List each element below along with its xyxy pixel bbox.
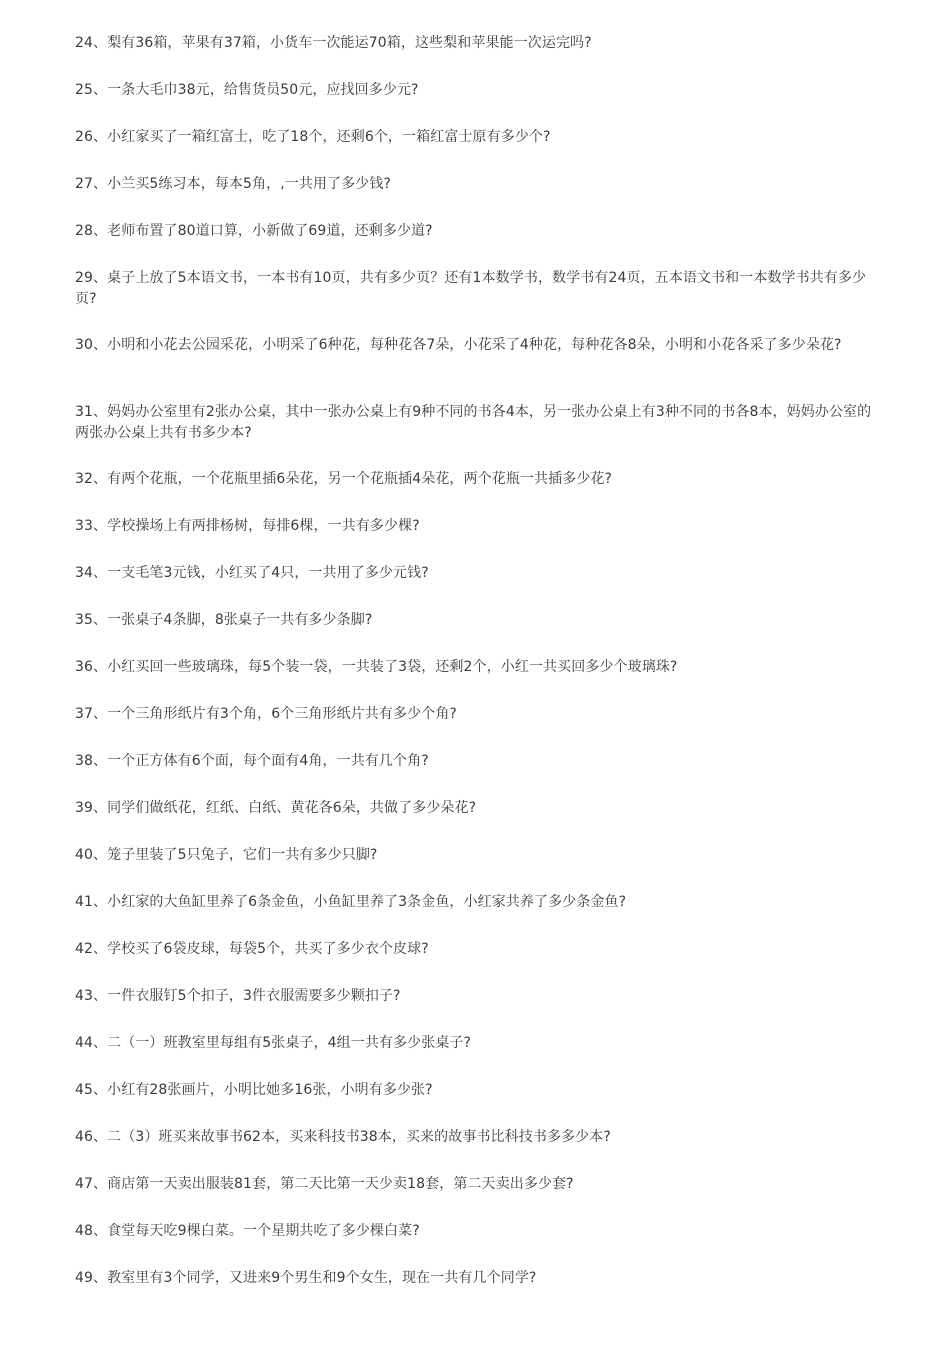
- problem-45: 45、小红有28张画片，小明比她多16张，小明有多少张?: [75, 1082, 433, 1098]
- problem-33: 33、学校操场上有两排杨树，每排6棵，一共有多少棵?: [75, 518, 420, 534]
- problem-40: 40、笼子里装了5只兔子，它们一共有多少只脚?: [75, 847, 378, 863]
- problem-24: 24、梨有36箱，苹果有37箱，小货车一次能运70箱，这些梨和苹果能一次运完吗?: [75, 35, 592, 51]
- problem-30: 30、小明和小花去公园采花，小明采了6种花，每种花各7朵，小花采了4种花，每种花各8朵，小明和小花各采了多少朵花?: [75, 337, 842, 353]
- problem-37: 37、一个三角形纸片有3个角，6个三角形纸片共有多少个角?: [75, 706, 457, 722]
- problem-49: 49、教室里有3个同学，又进来9个男生和9个女生，现在一共有几个同学?: [75, 1270, 537, 1286]
- problem-26: 26、小红家买了一箱红富士，吃了18个，还剩6个，一箱红富士原有多少个?: [75, 129, 551, 145]
- problem-43: 43、一件衣服钉5个扣子，3件衣服需要多少颗扣子?: [75, 988, 401, 1004]
- problem-38: 38、一个正方体有6个面，每个面有4角，一共有几个角?: [75, 753, 429, 769]
- problem-44: 44、二（一）班教室里每组有5张桌子，4组一共有多少张桌子?: [75, 1035, 472, 1051]
- problem-28: 28、老师布置了80道口算，小新做了69道，还剩多少道?: [75, 223, 433, 239]
- problem-42: 42、学校买了6袋皮球，每袋5个，共买了多少衣个皮球?: [75, 941, 429, 957]
- problem-36: 36、小红买回一些玻璃珠，每5个装一袋，一共装了3袋，还剩2个，小红一共买回多少个玻璃珠?: [75, 659, 678, 675]
- problem-39: 39、同学们做纸花，红纸、白纸、黄花各6朵，共做了多少朵花?: [75, 800, 477, 816]
- problem-35: 35、一张桌子4条脚，8张桌子一共有多少条脚?: [75, 612, 373, 628]
- problem-27: 27、小兰买5练习本，每本5角，,一共用了多少钱?: [75, 176, 392, 192]
- problem-46: 46、二（3）班买来故事书62本，买来科技书38本，买来的故事书比科技书多多少本?: [75, 1129, 611, 1145]
- problem-32: 32、有两个花瓶，一个花瓶里插6朵花，另一个花瓶插4朵花，两个花瓶一共插多少花?: [75, 471, 613, 487]
- problem-41: 41、小红家的大鱼缸里养了6条金鱼，小鱼缸里养了3条金鱼，小红家共养了多少条金鱼?: [75, 894, 627, 910]
- problem-31: 31、妈妈办公室里有2张办公桌，其中一张办公桌上有9种不同的书各4本，另一张办公桌上有3种不同的书各8本，妈妈办公室的两张办公桌上共有书多少本?: [75, 404, 872, 441]
- problem-29: 29、桌子上放了5本语文书，一本书有10页，共有多少页？还有1本数学书，数学书有24页，五本语文书和一本数学书共有多少页?: [75, 270, 867, 307]
- problem-48: 48、食堂每天吃9棵白菜。一个星期共吃了多少棵白菜?: [75, 1223, 420, 1239]
- problem-34: 34、一支毛笔3元钱，小红买了4只，一共用了多少元钱?: [75, 565, 429, 581]
- problem-25: 25、一条大毛巾38元，给售货员50元，应找回多少元?: [75, 82, 419, 98]
- problem-47: 47、商店第一天卖出服装81套，第二天比第一天少卖18套，第二天卖出多少套?: [75, 1176, 574, 1192]
